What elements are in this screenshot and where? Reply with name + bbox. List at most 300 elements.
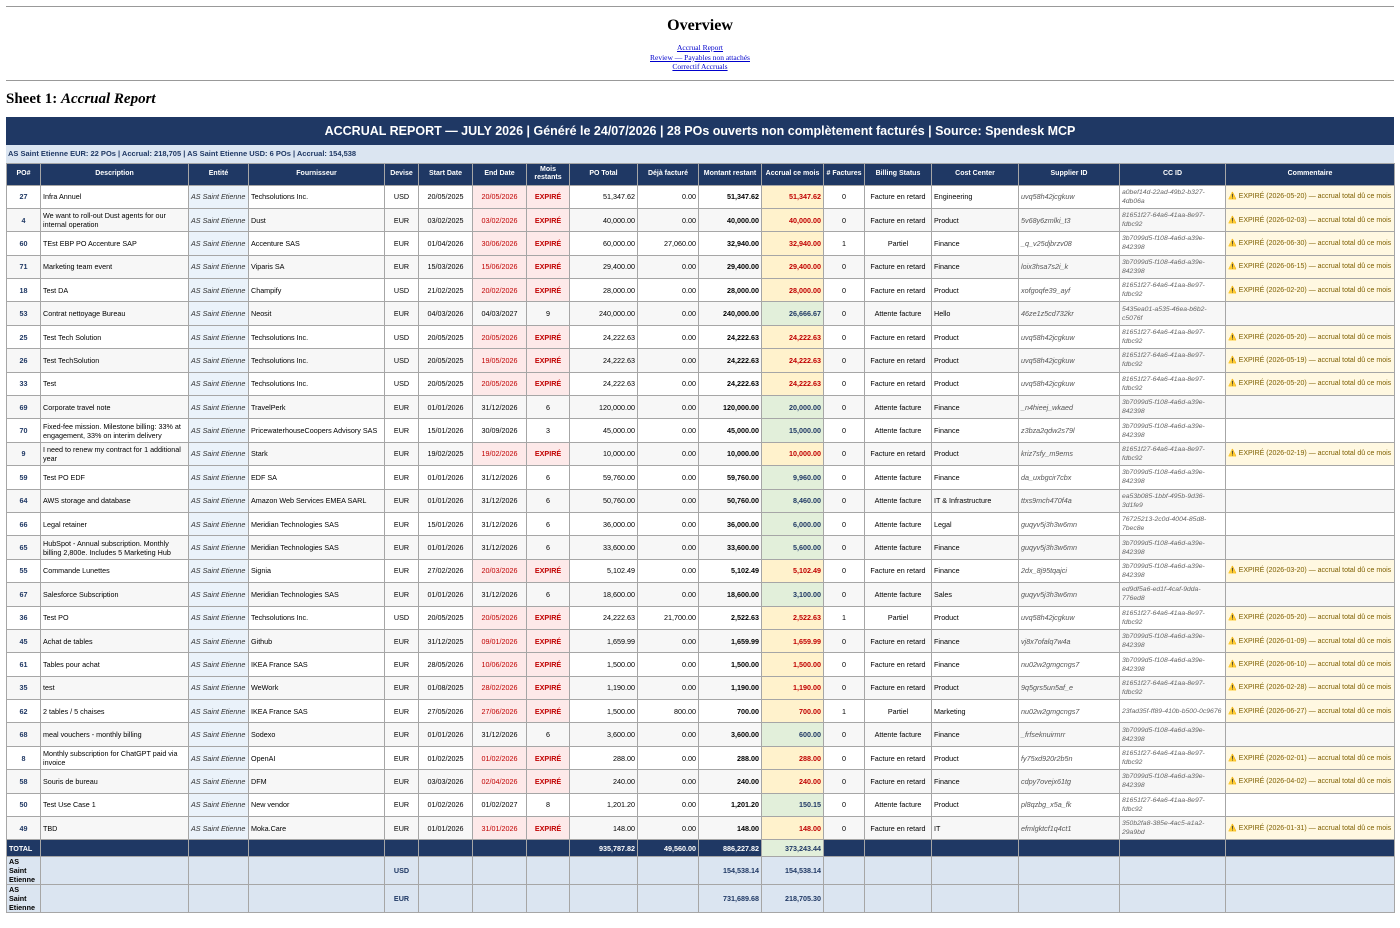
column-header[interactable]: Mois restants xyxy=(527,163,570,185)
po-cell: 61 xyxy=(7,653,41,676)
end-date-cell: 31/12/2026 xyxy=(473,489,527,512)
supplier-id-cell: nu02w2gmgcngs7 xyxy=(1019,653,1120,676)
table-row[interactable] xyxy=(7,325,1395,348)
end-date-cell: 31/12/2026 xyxy=(473,723,527,746)
supplier-name-cell: Techsolutions Inc. xyxy=(249,372,385,395)
table-row[interactable] xyxy=(7,208,1395,231)
remaining-amount-cell: 1,201.20 xyxy=(699,793,762,816)
description-cell: Test xyxy=(41,372,189,395)
table-row[interactable] xyxy=(7,442,1395,465)
invoice-count-cell: 0 xyxy=(824,489,865,512)
description-cell: Tables pour achat xyxy=(41,653,189,676)
po-total-cell: 10,000.00 xyxy=(570,442,638,465)
comment-cell: ⚠️ EXPIRÉ (2026-04-02) — accrual total dû ce mois xyxy=(1226,770,1395,793)
invoice-count-cell: 0 xyxy=(824,512,865,535)
accrual-cell: 9,960.00 xyxy=(762,466,824,489)
column-header[interactable]: Commentaire xyxy=(1226,163,1395,185)
comment-cell: ⚠️ EXPIRÉ (2026-05-20) — accrual total dû ce mois xyxy=(1226,325,1395,348)
currency-cell: EUR xyxy=(385,700,419,723)
po-cell: 58 xyxy=(7,770,41,793)
table-row[interactable] xyxy=(7,770,1395,793)
remaining-amount-cell: 700.00 xyxy=(699,700,762,723)
cc-id-cell: ea53b085-1bbf-495b-9d36-3d1fe9 xyxy=(1120,489,1226,512)
cc-id-cell: 81651f27-64a6-41aa-8e97-fdbc92 xyxy=(1120,349,1226,372)
description-cell: I need to renew my contract for 1 additional year xyxy=(41,442,189,465)
billing-status-cell: Facture en retard xyxy=(865,279,932,302)
table-row[interactable] xyxy=(7,793,1395,816)
supplier-id-cell: pl8qzbg_x5a_fk xyxy=(1019,793,1120,816)
comment-cell: ⚠️ EXPIRÉ (2026-02-20) — accrual total dû ce mois xyxy=(1226,279,1395,302)
po-cell: 50 xyxy=(7,793,41,816)
po-cell: 67 xyxy=(7,583,41,606)
table-row[interactable] xyxy=(7,606,1395,629)
billing-status-cell: Facture en retard xyxy=(865,676,932,699)
months-remaining-cell: 6 xyxy=(527,583,570,606)
months-remaining-cell: EXPIRÉ xyxy=(527,185,570,208)
end-date-cell: 20/02/2026 xyxy=(473,279,527,302)
po-cell: 33 xyxy=(7,372,41,395)
end-date-cell: 31/12/2026 xyxy=(473,396,527,419)
link-correctif-accruals[interactable]: Correctif Accruals xyxy=(672,62,728,71)
end-date-cell: 31/12/2026 xyxy=(473,536,527,559)
entity-cell: AS Saint Etienne xyxy=(189,232,249,255)
column-header[interactable]: Supplier ID xyxy=(1019,163,1120,185)
supplier-name-cell: Accenture SAS xyxy=(249,232,385,255)
currency-cell: USD xyxy=(385,279,419,302)
po-total-cell: 36,000.00 xyxy=(570,512,638,535)
column-header[interactable]: Accrual ce mois xyxy=(762,163,824,185)
cost-center-cell: Product xyxy=(932,208,1019,231)
supplier-name-cell: Meridian Technologies SAS xyxy=(249,512,385,535)
invoice-count-cell: 1 xyxy=(824,606,865,629)
link-review-payables[interactable]: Review — Payables non attachés xyxy=(650,52,750,62)
supplier-name-cell: Techsolutions Inc. xyxy=(249,325,385,348)
invoice-count-cell: 0 xyxy=(824,676,865,699)
entity-cell: AS Saint Etienne xyxy=(189,279,249,302)
billing-status-cell: Facture en retard xyxy=(865,653,932,676)
supplier-name-cell: OpenAI xyxy=(249,746,385,769)
end-date-cell: 20/03/2026 xyxy=(473,559,527,582)
entity-accrual: 154,538.14 xyxy=(762,857,824,885)
invoice-count-cell: 0 xyxy=(824,793,865,816)
po-cell: 4 xyxy=(7,208,41,231)
billing-status-cell: Partiel xyxy=(865,606,932,629)
po-total-cell: 29,400.00 xyxy=(570,255,638,278)
already-invoiced-cell: 0.00 xyxy=(638,302,699,325)
end-date-cell: 30/09/2026 xyxy=(473,419,527,442)
accrual-cell: 5,102.49 xyxy=(762,559,824,582)
end-date-cell: 20/05/2026 xyxy=(473,325,527,348)
cc-id-cell: a0bef14d-22ad-49b2-b327-4db06a xyxy=(1120,185,1226,208)
comment-cell xyxy=(1226,583,1395,606)
column-header[interactable]: Montant restant xyxy=(699,163,762,185)
cost-center-cell: Finance xyxy=(932,559,1019,582)
po-total-cell: 18,600.00 xyxy=(570,583,638,606)
supplier-name-cell: WeWork xyxy=(249,676,385,699)
months-remaining-cell: EXPIRÉ xyxy=(527,372,570,395)
column-header[interactable]: Fournisseur xyxy=(249,163,385,185)
entity-cell: AS Saint Etienne xyxy=(189,559,249,582)
cost-center-cell: Product xyxy=(932,349,1019,372)
overview-title: Overview xyxy=(667,17,733,34)
accrual-cell: 288.00 xyxy=(762,746,824,769)
supplier-name-cell: New vendor xyxy=(249,793,385,816)
remaining-amount-cell: 288.00 xyxy=(699,746,762,769)
po-total-cell: 59,760.00 xyxy=(570,466,638,489)
cc-id-cell: 76725213-2c0d-4004-85d8-7bec8e xyxy=(1120,512,1226,535)
supplier-id-cell: vj8x7ofalq7w4a xyxy=(1019,629,1120,652)
accrual-cell: 700.00 xyxy=(762,700,824,723)
description-cell: Test Use Case 1 xyxy=(41,793,189,816)
supplier-id-cell: 5v68y6zmlki_t3 xyxy=(1019,208,1120,231)
end-date-cell: 28/02/2026 xyxy=(473,676,527,699)
accrual-cell: 26,666.67 xyxy=(762,302,824,325)
currency-cell: EUR xyxy=(385,442,419,465)
total-montant-restant: 886,227.82 xyxy=(699,840,762,857)
currency-cell: USD xyxy=(385,372,419,395)
currency-cell: EUR xyxy=(385,723,419,746)
supplier-id-cell: kriz7sfy_m9ems xyxy=(1019,442,1120,465)
entity-label: AS Saint Etienne xyxy=(7,885,41,913)
po-total-cell: 1,659.99 xyxy=(570,629,638,652)
already-invoiced-cell: 800.00 xyxy=(638,700,699,723)
billing-status-cell: Facture en retard xyxy=(865,349,932,372)
table-row[interactable] xyxy=(7,232,1395,255)
end-date-cell: 01/02/2026 xyxy=(473,746,527,769)
remaining-amount-cell: 33,600.00 xyxy=(699,536,762,559)
start-date-cell: 20/05/2025 xyxy=(419,372,473,395)
end-date-cell: 31/12/2026 xyxy=(473,583,527,606)
description-cell: test xyxy=(41,676,189,699)
po-cell: 68 xyxy=(7,723,41,746)
sheet-heading xyxy=(6,91,1394,109)
link-accrual-report[interactable]: Accrual Report xyxy=(676,43,724,52)
remaining-amount-cell: 24,222.63 xyxy=(699,349,762,372)
cc-id-cell: ed9df5a6-ed1f-4caf-9dda-776ed8 xyxy=(1120,583,1226,606)
invoice-count-cell: 0 xyxy=(824,583,865,606)
supplier-name-cell: Moka.Care xyxy=(249,817,385,840)
description-cell: TEst EBP PO Accenture SAP xyxy=(41,232,189,255)
remaining-amount-cell: 51,347.62 xyxy=(699,185,762,208)
accrual-cell: 148.00 xyxy=(762,817,824,840)
start-date-cell: 20/05/2025 xyxy=(419,606,473,629)
po-cell: 18 xyxy=(7,279,41,302)
accrual-cell: 1,190.00 xyxy=(762,676,824,699)
billing-status-cell: Facture en retard xyxy=(865,559,932,582)
table-row[interactable] xyxy=(7,653,1395,676)
entity-cell: AS Saint Etienne xyxy=(189,489,249,512)
currency-cell: EUR xyxy=(385,232,419,255)
accrual-cell: 240.00 xyxy=(762,770,824,793)
months-remaining-cell: 6 xyxy=(527,489,570,512)
supplier-name-cell: Stark xyxy=(249,442,385,465)
supplier-id-cell: uvq58h42jcgkuw xyxy=(1019,349,1120,372)
overview-links xyxy=(6,43,1394,72)
cc-id-cell: 350b2fa8-385e-4ac5-a1a2-29a9bd xyxy=(1120,817,1226,840)
column-header[interactable]: Billing Status xyxy=(865,163,932,185)
total-label: TOTAL xyxy=(7,840,41,857)
already-invoiced-cell: 0.00 xyxy=(638,279,699,302)
cc-id-cell: 3b7099d5-f108-4a6d-a39e-842398 xyxy=(1120,629,1226,652)
top-rule xyxy=(6,6,1394,7)
remaining-amount-cell: 28,000.00 xyxy=(699,279,762,302)
months-remaining-cell: EXPIRÉ xyxy=(527,629,570,652)
table-row[interactable] xyxy=(7,302,1395,325)
accrual-cell: 24,222.63 xyxy=(762,325,824,348)
entity-cell: AS Saint Etienne xyxy=(189,793,249,816)
remaining-amount-cell: 2,522.63 xyxy=(699,606,762,629)
total-po-total: 935,787.82 xyxy=(570,840,638,857)
cost-center-cell: Finance xyxy=(932,396,1019,419)
table-row[interactable] xyxy=(7,583,1395,606)
cost-center-cell: Finance xyxy=(932,536,1019,559)
cc-id-cell: 3b7099d5-f108-4a6d-a39e-842398 xyxy=(1120,653,1226,676)
table-row[interactable] xyxy=(7,676,1395,699)
currency-cell: EUR xyxy=(385,770,419,793)
already-invoiced-cell: 0.00 xyxy=(638,372,699,395)
months-remaining-cell: 9 xyxy=(527,302,570,325)
already-invoiced-cell: 0.00 xyxy=(638,442,699,465)
description-cell: Salesforce Subscription xyxy=(41,583,189,606)
table-row[interactable] xyxy=(7,817,1395,840)
start-date-cell: 04/03/2026 xyxy=(419,302,473,325)
currency-cell: EUR xyxy=(385,419,419,442)
column-header[interactable]: Entité xyxy=(189,163,249,185)
table-row[interactable] xyxy=(7,489,1395,512)
description-cell: Commande Lunettes xyxy=(41,559,189,582)
supplier-name-cell: Meridian Technologies SAS xyxy=(249,536,385,559)
already-invoiced-cell: 0.00 xyxy=(638,419,699,442)
column-header[interactable]: Déjà facturé xyxy=(638,163,699,185)
table-row[interactable] xyxy=(7,746,1395,769)
mid-rule xyxy=(6,80,1394,81)
start-date-cell: 01/02/2026 xyxy=(419,793,473,816)
description-cell: meal vouchers - monthly billing xyxy=(41,723,189,746)
table-row[interactable] xyxy=(7,255,1395,278)
entity-cell: AS Saint Etienne xyxy=(189,466,249,489)
billing-status-cell: Partiel xyxy=(865,232,932,255)
end-date-cell: 20/05/2026 xyxy=(473,606,527,629)
cost-center-cell: Legal xyxy=(932,512,1019,535)
comment-cell xyxy=(1226,419,1395,442)
invoice-count-cell: 0 xyxy=(824,208,865,231)
po-cell: 27 xyxy=(7,185,41,208)
billing-status-cell: Attente facture xyxy=(865,489,932,512)
cost-center-cell: Finance xyxy=(932,770,1019,793)
cost-center-cell: Product xyxy=(932,279,1019,302)
accrual-cell: 24,222.63 xyxy=(762,349,824,372)
cc-id-cell: 3b7099d5-f108-4a6d-a39e-842398 xyxy=(1120,536,1226,559)
table-row[interactable] xyxy=(7,396,1395,419)
po-cell: 36 xyxy=(7,606,41,629)
start-date-cell: 21/02/2025 xyxy=(419,279,473,302)
remaining-amount-cell: 36,000.00 xyxy=(699,512,762,535)
cc-id-cell: 3b7099d5-f108-4a6d-a39e-842398 xyxy=(1120,466,1226,489)
header-row xyxy=(7,163,1395,185)
comment-cell: ⚠️ EXPIRÉ (2026-05-20) — accrual total dû ce mois xyxy=(1226,606,1395,629)
months-remaining-cell: EXPIRÉ xyxy=(527,232,570,255)
table-row[interactable] xyxy=(7,372,1395,395)
entity-cell: AS Saint Etienne xyxy=(189,396,249,419)
cost-center-cell: Sales xyxy=(932,583,1019,606)
entity-label: AS Saint Etienne xyxy=(7,857,41,885)
remaining-amount-cell: 50,760.00 xyxy=(699,489,762,512)
description-cell: Contrat nettoyage Bureau xyxy=(41,302,189,325)
remaining-amount-cell: 24,222.63 xyxy=(699,325,762,348)
billing-status-cell: Facture en retard xyxy=(865,817,932,840)
currency-cell: EUR xyxy=(385,793,419,816)
description-cell: TBD xyxy=(41,817,189,840)
billing-status-cell: Attente facture xyxy=(865,302,932,325)
report-banner: ACCRUAL REPORT — JULY 2026 | Généré le 24/07/2026 | 28 POs ouverts non complètement facturés | Source: Spendesk MCP xyxy=(6,117,1394,145)
billing-status-cell: Attente facture xyxy=(865,466,932,489)
invoice-count-cell: 0 xyxy=(824,302,865,325)
currency-cell: EUR xyxy=(385,512,419,535)
start-date-cell: 31/12/2025 xyxy=(419,629,473,652)
description-cell: Fixed-fee mission. Milestone billing: 33% at engagement, 33% on interim delivery xyxy=(41,419,189,442)
po-cell: 45 xyxy=(7,629,41,652)
already-invoiced-cell: 21,700.00 xyxy=(638,606,699,629)
remaining-amount-cell: 240,000.00 xyxy=(699,302,762,325)
comment-cell: ⚠️ EXPIRÉ (2026-01-09) — accrual total dû ce mois xyxy=(1226,629,1395,652)
po-total-cell: 1,500.00 xyxy=(570,700,638,723)
table-row[interactable] xyxy=(7,536,1395,559)
table-row[interactable] xyxy=(7,419,1395,442)
cost-center-cell: Finance xyxy=(932,466,1019,489)
table-row[interactable] xyxy=(7,700,1395,723)
cc-id-cell: 81651f27-64a6-41aa-8e97-fdbc92 xyxy=(1120,208,1226,231)
start-date-cell: 01/01/2026 xyxy=(419,817,473,840)
supplier-name-cell: Techsolutions Inc. xyxy=(249,185,385,208)
cost-center-cell: Finance xyxy=(932,232,1019,255)
remaining-amount-cell: 59,760.00 xyxy=(699,466,762,489)
total-row xyxy=(7,840,1395,857)
billing-status-cell: Facture en retard xyxy=(865,746,932,769)
accrual-cell: 600.00 xyxy=(762,723,824,746)
description-cell: Infra Annuel xyxy=(41,185,189,208)
cc-id-cell: 81651f27-64a6-41aa-8e97-fdbc92 xyxy=(1120,676,1226,699)
months-remaining-cell: EXPIRÉ xyxy=(527,349,570,372)
already-invoiced-cell: 0.00 xyxy=(638,723,699,746)
description-cell: Corporate travel note xyxy=(41,396,189,419)
po-total-cell: 3,600.00 xyxy=(570,723,638,746)
accrual-cell: 51,347.62 xyxy=(762,185,824,208)
already-invoiced-cell: 0.00 xyxy=(638,653,699,676)
column-header[interactable]: PO# xyxy=(7,163,41,185)
supplier-id-cell: _q_v25djbrzv08 xyxy=(1019,232,1120,255)
po-total-cell: 50,760.00 xyxy=(570,489,638,512)
remaining-amount-cell: 10,000.00 xyxy=(699,442,762,465)
cc-id-cell: 3b7099d5-f108-4a6d-a39e-842398 xyxy=(1120,396,1226,419)
entity-accrual: 218,705.30 xyxy=(762,885,824,913)
description-cell: 2 tables / 5 chaises xyxy=(41,700,189,723)
cost-center-cell: IT xyxy=(932,817,1019,840)
months-remaining-cell: EXPIRÉ xyxy=(527,653,570,676)
column-header[interactable]: PO Total xyxy=(570,163,638,185)
comment-cell: ⚠️ EXPIRÉ (2026-02-19) — accrual total dû ce mois xyxy=(1226,442,1395,465)
column-header[interactable]: CC ID xyxy=(1120,163,1226,185)
supplier-id-cell: 9q5grs5un5af_e xyxy=(1019,676,1120,699)
column-header[interactable]: Start Date xyxy=(419,163,473,185)
start-date-cell: 01/01/2026 xyxy=(419,536,473,559)
already-invoiced-cell: 0.00 xyxy=(638,489,699,512)
entity-cell: AS Saint Etienne xyxy=(189,817,249,840)
end-date-cell: 19/05/2026 xyxy=(473,349,527,372)
supplier-id-cell: xofgoqfe39_ayf xyxy=(1019,279,1120,302)
table-row[interactable] xyxy=(7,512,1395,535)
table-row[interactable] xyxy=(7,279,1395,302)
comment-cell: ⚠️ EXPIRÉ (2026-03-20) — accrual total dû ce mois xyxy=(1226,559,1395,582)
table-row[interactable] xyxy=(7,723,1395,746)
entity-cell: AS Saint Etienne xyxy=(189,255,249,278)
cost-center-cell: Product xyxy=(932,325,1019,348)
description-cell: Achat de tables xyxy=(41,629,189,652)
invoice-count-cell: 0 xyxy=(824,559,865,582)
supplier-id-cell: guqyv5j3h3w6mn xyxy=(1019,512,1120,535)
supplier-id-cell: guqyv5j3h3w6mn xyxy=(1019,583,1120,606)
start-date-cell: 01/04/2026 xyxy=(419,232,473,255)
entity-cell: AS Saint Etienne xyxy=(189,349,249,372)
column-header[interactable]: Devise xyxy=(385,163,419,185)
currency-cell: EUR xyxy=(385,817,419,840)
months-remaining-cell: EXPIRÉ xyxy=(527,746,570,769)
cc-id-cell: 81651f27-64a6-41aa-8e97-fdbc92 xyxy=(1120,606,1226,629)
column-header[interactable]: Description xyxy=(41,163,189,185)
months-remaining-cell: EXPIRÉ xyxy=(527,606,570,629)
total-deja-facture: 49,560.00 xyxy=(638,840,699,857)
start-date-cell: 27/05/2026 xyxy=(419,700,473,723)
table-row[interactable] xyxy=(7,349,1395,372)
cost-center-cell: Product xyxy=(932,746,1019,769)
invoice-count-cell: 0 xyxy=(824,746,865,769)
end-date-cell: 31/12/2026 xyxy=(473,512,527,535)
accrual-cell: 40,000.00 xyxy=(762,208,824,231)
column-header[interactable]: # Factures xyxy=(824,163,865,185)
po-cell: 53 xyxy=(7,302,41,325)
already-invoiced-cell: 0.00 xyxy=(638,325,699,348)
end-date-cell: 15/06/2026 xyxy=(473,255,527,278)
end-date-cell: 01/02/2027 xyxy=(473,793,527,816)
column-header[interactable]: Cost Center xyxy=(932,163,1019,185)
table-row[interactable] xyxy=(7,559,1395,582)
cc-id-cell: 3b7099d5-f108-4a6d-a39e-842398 xyxy=(1120,255,1226,278)
description-cell: HubSpot - Annual subscription. Monthly billing 2,800e. Includes 5 Marketing Hub xyxy=(41,536,189,559)
months-remaining-cell: EXPIRÉ xyxy=(527,817,570,840)
po-total-cell: 45,000.00 xyxy=(570,419,638,442)
entity-cell: AS Saint Etienne xyxy=(189,325,249,348)
remaining-amount-cell: 148.00 xyxy=(699,817,762,840)
table-body xyxy=(7,185,1395,840)
table-row[interactable] xyxy=(7,466,1395,489)
table-row[interactable] xyxy=(7,629,1395,652)
remaining-amount-cell: 5,102.49 xyxy=(699,559,762,582)
po-cell: 8 xyxy=(7,746,41,769)
po-cell: 64 xyxy=(7,489,41,512)
billing-status-cell: Facture en retard xyxy=(865,629,932,652)
comment-cell xyxy=(1226,793,1395,816)
supplier-id-cell: uvq58h42jcgkuw xyxy=(1019,372,1120,395)
table-row[interactable] xyxy=(7,185,1395,208)
po-cell: 35 xyxy=(7,676,41,699)
comment-cell: ⚠️ EXPIRÉ (2026-05-20) — accrual total dû ce mois xyxy=(1226,185,1395,208)
report-summary-line: AS Saint Etienne EUR: 22 POs | Accrual: 218,705 | AS Saint Etienne USD: 6 POs | Accrual: 154,538 xyxy=(6,145,1394,163)
supplier-id-cell: guqyv5j3h3w6mn xyxy=(1019,536,1120,559)
cc-id-cell: 81651f27-64a6-41aa-8e97-fdbc92 xyxy=(1120,372,1226,395)
entity-cell: AS Saint Etienne xyxy=(189,372,249,395)
column-header[interactable]: End Date xyxy=(473,163,527,185)
description-cell: Marketing team event xyxy=(41,255,189,278)
accrual-cell: 2,522.63 xyxy=(762,606,824,629)
